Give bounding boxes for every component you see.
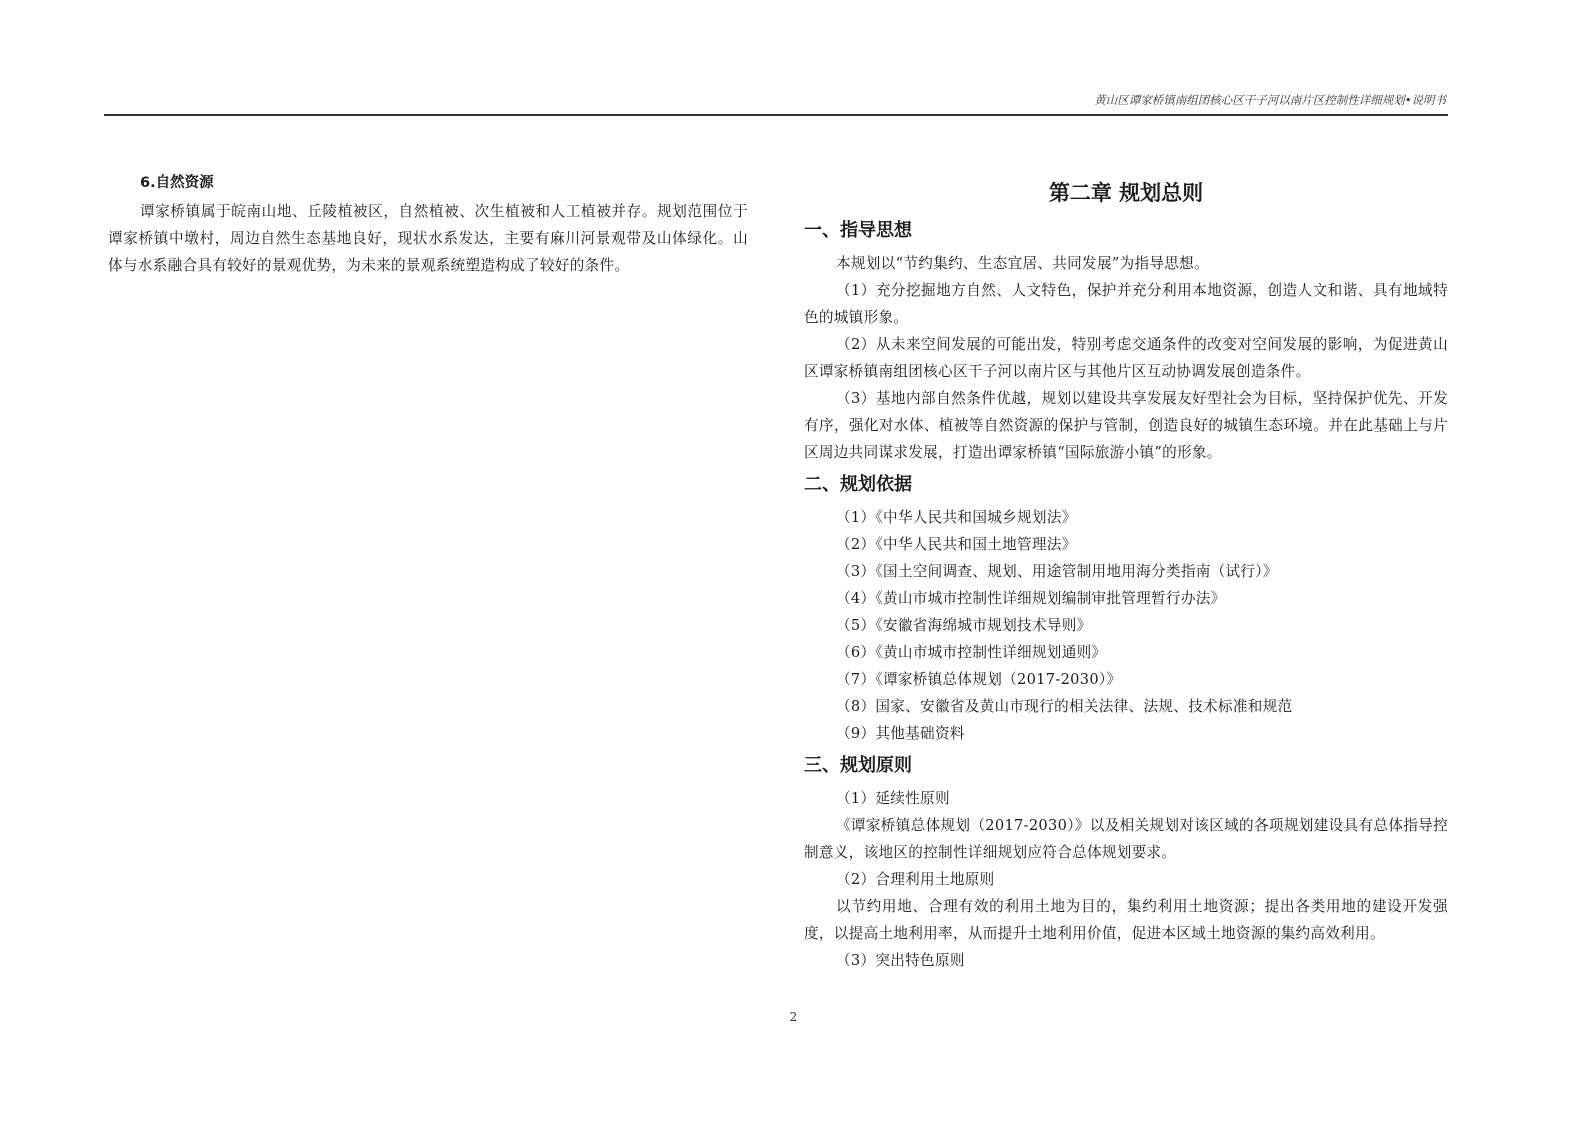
planning-basis-item: （2）《中华人民共和国土地管理法》 [836, 536, 1077, 553]
section-guiding-ideology-heading: 一、指导思想 [804, 220, 912, 241]
guiding-ideology-intro: 本规划以“节约集约、生态宜居、共同发展”为指导思想。 [836, 255, 1209, 272]
page-number: 2 [789, 1010, 798, 1024]
principle-label: （1）延续性原则 [836, 790, 950, 807]
guiding-ideology-item: （3）基地内部自然条件优越，规划以建设共享发展友好型社会为目标，坚持保护优先、开发有序，强化对水体、植被等自然资源的保护与管制，创造良好的城镇生态环境。并在此基础上与片区周边共同谋求发展，打造出谭家桥镇“国际旅游小镇”的形象。 [804, 390, 1448, 461]
planning-basis-item: （5）《安徽省海绵城市规划技术导则》 [836, 617, 1092, 634]
chapter-title: 第二章 规划总则 [1048, 181, 1204, 205]
planning-basis-item: （9）其他基础资料 [836, 725, 965, 742]
guiding-ideology-item: （1）充分挖掘地方自然、人文特色，保护并充分利用本地资源，创造人文和谐、具有地域特色的城镇形象。 [804, 282, 1448, 326]
planning-basis-item: （8）国家、安徽省及黄山市现行的相关法律、法规、技术标准和规范 [836, 698, 1293, 715]
planning-basis-item: （7）《谭家桥镇总体规划（2017-2030）》 [836, 671, 1122, 688]
section-planning-basis-heading: 二、规划依据 [804, 474, 912, 495]
header-title: 黄山区谭家桥镇南组团核心区干子河以南片区控制性详细规划•说明书 [1094, 93, 1446, 107]
right-column [804, 168, 1448, 974]
principle-label: （2）合理利用土地原则 [836, 871, 995, 888]
planning-basis-item: （4）《黄山市城市控制性详细规划编制审批管理暂行办法》 [836, 590, 1226, 607]
principle-text: 《谭家桥镇总体规划（2017-2030）》以及相关规划对该区域的各项规划建设具有总体指导控制意义，该地区的控制性详细规划应符合总体规划要求。 [804, 817, 1448, 861]
natural-resources-heading: 6.自然资源 [140, 175, 214, 191]
planning-basis-item: （3）《国土空间调查、规划、用途管制用地用海分类指南（试行）》 [836, 563, 1278, 580]
planning-basis-item: （6）《黄山市城市控制性详细规划通则》 [836, 644, 1107, 661]
section-planning-principles-heading: 三、规划原则 [804, 755, 912, 776]
principle-text: 以节约用地、合理有效的利用土地为目的，集约利用土地资源；提出各类用地的建设开发强度，以提高土地利用率，从而提升土地利用价值，促进本区域土地资源的集约高效利用。 [804, 898, 1448, 942]
left-column [108, 168, 748, 279]
natural-resources-paragraph: 谭家桥镇属于皖南山地、丘陵植被区，自然植被、次生植被和人工植被并存。规划范围位于谭家桥镇中墩村，周边自然生态基地良好，现状水系发达，主要有麻川河景观带及山体绿化。山体与水系融合具有较好的景观优势，为未来的景观系统塑造构成了较好的条件。 [108, 203, 748, 274]
planning-basis-item: （1）《中华人民共和国城乡规划法》 [836, 509, 1077, 526]
page-header [104, 92, 1448, 116]
guiding-ideology-item: （2）从未来空间发展的可能出发，特别考虑交通条件的改变对空间发展的影响，为促进黄山区谭家桥镇南组团核心区干子河以南片区与其他片区互动协调发展创造条件。 [804, 336, 1448, 380]
principle-label: （3）突出特色原则 [836, 952, 965, 969]
